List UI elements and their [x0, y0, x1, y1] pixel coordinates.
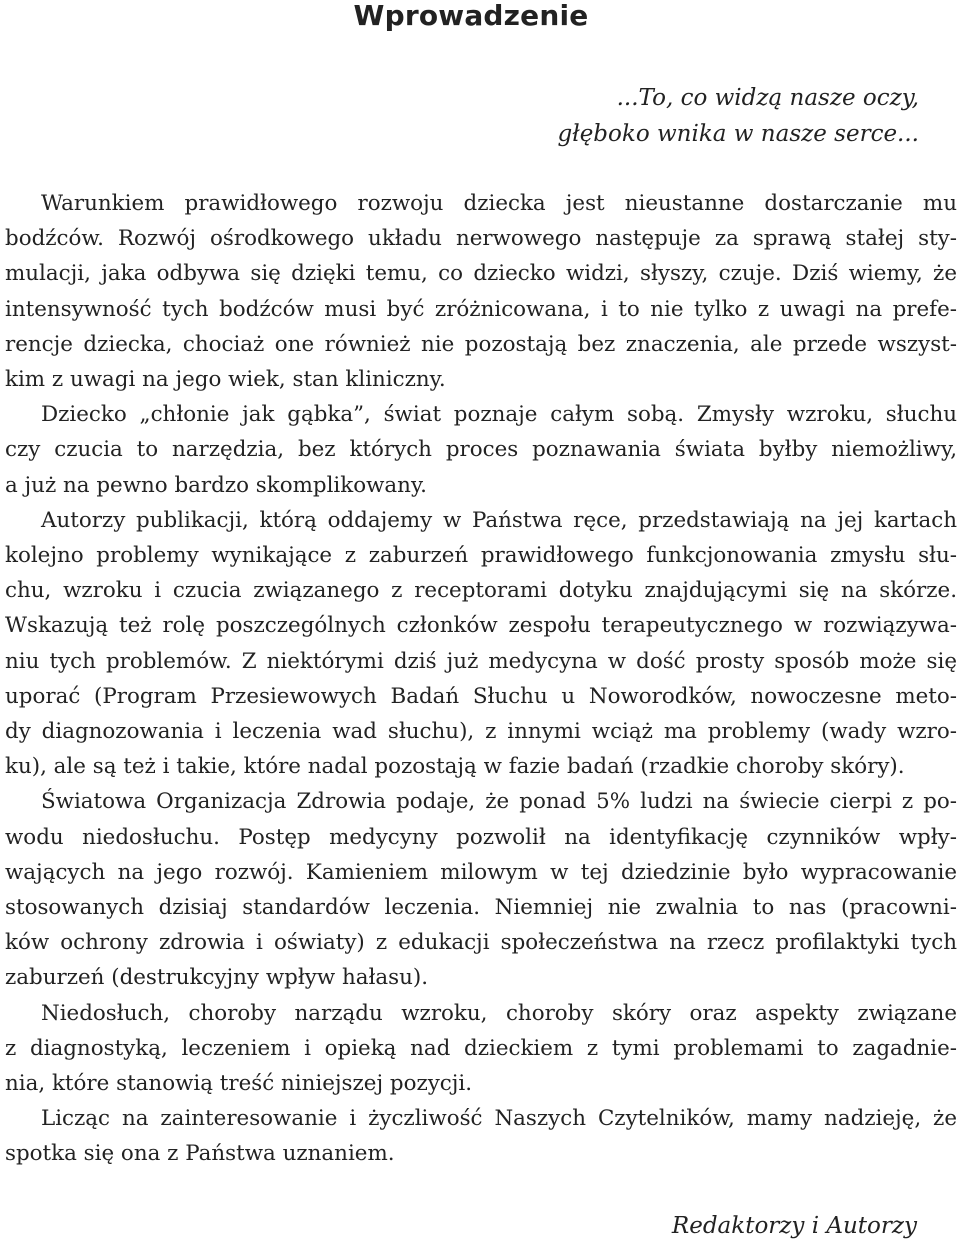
text-line: Licząc na zainteresowanie i życzliwość Naszych Czytelników, mamy nadzieję, że: [41, 1106, 957, 1132]
text-line: Autorzy publikacji, którą oddajemy w Państwa ręce, przedstawiają na jej kartach: [41, 507, 957, 533]
text-line: z diagnostyką, leczeniem i opieką nad dzieckiem z tymi problemami to zagadnie-: [5, 1035, 957, 1061]
text-line: kolejno problemy wynikające z zaburzeń prawidłowego funkcjonowania zmysłu słu-: [5, 543, 957, 569]
text-line: Warunkiem prawidłowego rozwoju dziecka jest nieustanne dostarczanie mu: [41, 191, 957, 216]
paragraph: [5, 784, 957, 995]
paragraph: [5, 186, 957, 397]
text-line: a już na pewno bardzo skomplikowany.: [5, 472, 427, 498]
signature: Redaktorzy i Autorzy: [671, 1213, 917, 1239]
text-line: mulacji, jaka odbywa się dzięki temu, co dziecko widzi, słyszy, czuje. Dziś wiemy, że: [5, 261, 957, 287]
text-line: rencje dziecka, chociaż one również nie pozostają bez znaczenia, ale przede wszyst-: [5, 331, 957, 357]
text-line: chu, wzroku i czucia związanego z receptorami dotyku znajdującymi się na skórze.: [5, 578, 957, 604]
text-line: stosowanych dzisiaj standardów leczenia. Niemniej nie zwalnia to nas (pracowni-: [5, 895, 957, 921]
text-line: spotka się ona z Państwa uznaniem.: [5, 1141, 395, 1167]
text-line: bodźców. Rozwój ośrodkowego układu nerwowego następuje za sprawą stałej sty-: [5, 226, 957, 252]
text-line: zaburzeń (destrukcyjny wpływ hałasu).: [5, 965, 429, 991]
text-line: dy diagnozowania i leczenia wad słuchu), z innymi wciąż ma problemy (wady wzro-: [5, 719, 957, 745]
epigraph: [558, 80, 919, 152]
epigraph-line: głęboko wnika w nasze serce...: [557, 121, 919, 147]
epigraph-line: ...To, co widzą nasze oczy,: [616, 85, 919, 111]
text-line: czy czucia to narzędzia, bez których proces poznawania świata byłby niemożliwy,: [5, 437, 957, 463]
text-line: niu tych problemów. Z niektórymi dziś już medycyna w dość prosty sposób może się: [5, 648, 957, 674]
text-line: Wskazują też rolę poszczególnych członków zespołu terapeutycznego w rozwiązywa-: [5, 613, 957, 639]
text-line: ku), ale są też i takie, które nadal pozostają w fazie badań (rzadkie choroby skóry).: [5, 754, 905, 780]
body-text: [5, 186, 957, 1172]
text-line: Światowa Organizacja Zdrowia podaje, że ponad 5% ludzi na świecie cierpi z po-: [41, 789, 957, 815]
text-line: ków ochrony zdrowia i oświaty) z edukacji społeczeństwa na rzecz profilaktyki tych: [5, 930, 957, 956]
paragraph: [5, 1101, 957, 1171]
paragraph: [5, 503, 957, 785]
document-page: [5, 0, 957, 1239]
text-line: uporać (Program Przesiewowych Badań Słuchu u Noworodków, nowoczesne meto-: [5, 683, 957, 709]
text-line: Dziecko „chłonie jak gąbka”, świat poznaje całym sobą. Zmysły wzroku, słuchu: [41, 402, 957, 428]
page-title: Wprowadzenie: [353, 0, 589, 32]
paragraph: [5, 996, 957, 1102]
text-line: nia, które stanowią treść niniejszej pozycji.: [5, 1071, 473, 1097]
text-line: Niedosłuch, choroby narządu wzroku, choroby skóry oraz aspekty związane: [41, 1000, 957, 1026]
text-line: wających na jego rozwój. Kamieniem milowym w tej dziedzinie było wypracowanie: [5, 859, 957, 885]
text-line: wodu niedosłuchu. Postęp medycyny pozwolił na identyfikację czynników wpły-: [5, 824, 957, 850]
text-line: kim z uwagi na jego wiek, stan kliniczny.: [5, 367, 446, 393]
text-line: intensywność tych bodźców musi być zróżnicowana, i to nie tylko z uwagi na prefe-: [5, 296, 957, 322]
paragraph: [5, 397, 957, 503]
